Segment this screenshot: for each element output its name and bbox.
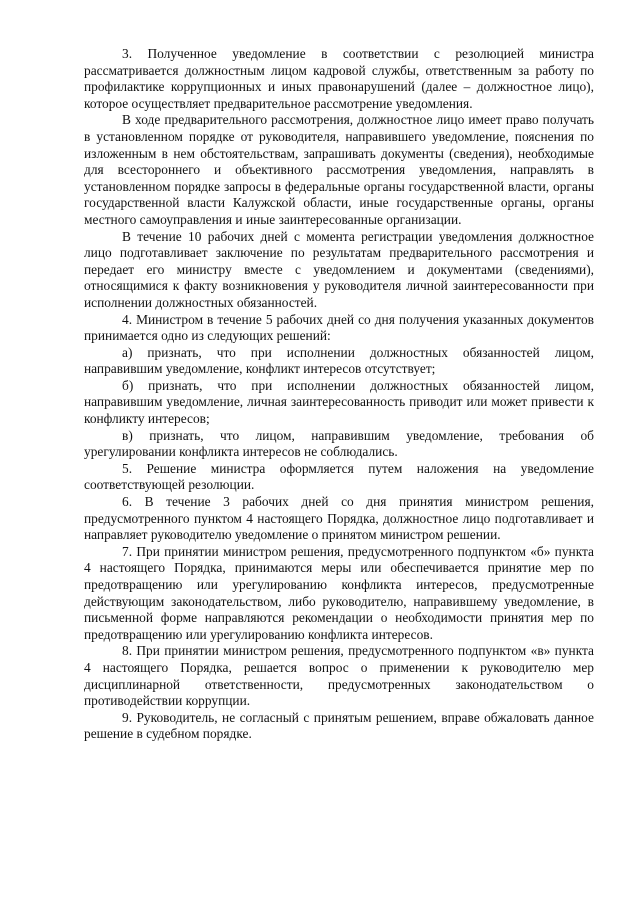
paragraph-3: 3. Полученное уведомление в соответствии с резолюцией министра рассматривается должностным лицом кадровой службы, ответственным за работу по профилактике коррупционных и иных правонарушений (далее – должностное лицо), которое осуществляет предварительное рассмотрение уведомления. — [84, 46, 594, 111]
paragraph-6: 6. В течение 3 рабочих дней со дня принятия министром решения, предусмотренного пунктом 4 настоящего Порядка, должностное лицо подготавливает и направляет руководителю уведомление о принятом министром решении. — [84, 494, 594, 543]
paragraph-3-preliminary-review: В ходе предварительного рассмотрения, должностное лицо имеет право получать в установленном порядке от руководителя, направившего уведомление, пояснения по изложенным в нем обстоятельствам, запрашивать документы (сведения), необходимые для всестороннего и объективного рассмотрения уведомления, направлять в установленном порядке запросы в федеральные органы государственной власти, органы государственной власти Калужской области, иные государственные органы, органы местного самоуправления и иные заинтересованные организации. — [84, 112, 594, 227]
paragraph-4-a: а) признать, что при исполнении должностных обязанностей лицом, направившим уведомление, конфликт интересов отсутствует; — [84, 344, 594, 377]
paragraph-4-b: б) признать, что при исполнении должностных обязанностей лицом, направившим уведомление, личная заинтересованность приводит или может привести к конфликту интересов; — [84, 377, 594, 427]
paragraph-9: 9. Руководитель, не согласный с принятым решением, вправе обжаловать данное решение в судебном порядке. — [84, 709, 594, 742]
document-page — [84, 46, 594, 743]
paragraph-3-conclusion: В течение 10 рабочих дней с момента регистрации уведомления должностное лицо подготавливает заключение по результатам предварительного рассмотрения и передает его министру вместе с уведомлением и документами (сведениями), относящимися к факту возникновения у руководителя личной заинтересованности при исполнении должностных обязанностей. — [84, 228, 594, 310]
paragraph-8: 8. При принятии министром решения, предусмотренного подпунктом «в» пункта 4 настоящего Порядка, решается вопрос о применении к руководителю мер дисциплинарной ответственности, предусмотренных законодательством о противодействии коррупции. — [84, 643, 594, 709]
paragraph-7: 7. При принятии министром решения, предусмотренного подпунктом «б» пункта 4 настоящего Порядка, принимаются меры или обеспечивается принятие мер по предотвращению или урегулированию конфликта интересов, предусмотренные действующим законодательством, либо руководителю, направившему уведомление, в письменной форме направляются рекомендации о необходимости принятия мер по предотвращению или урегулированию конфликта интересов. — [84, 543, 594, 642]
paragraph-4: 4. Министром в течение 5 рабочих дней со дня получения указанных документов принимается одно из следующих решений: — [84, 311, 594, 344]
paragraph-5: 5. Решение министра оформляется путем наложения на уведомление соответствующей резолюции. — [84, 460, 594, 493]
paragraph-4-c: в) признать, что лицом, направившим уведомление, требования об урегулировании конфликта интересов не соблюдались. — [84, 427, 594, 460]
